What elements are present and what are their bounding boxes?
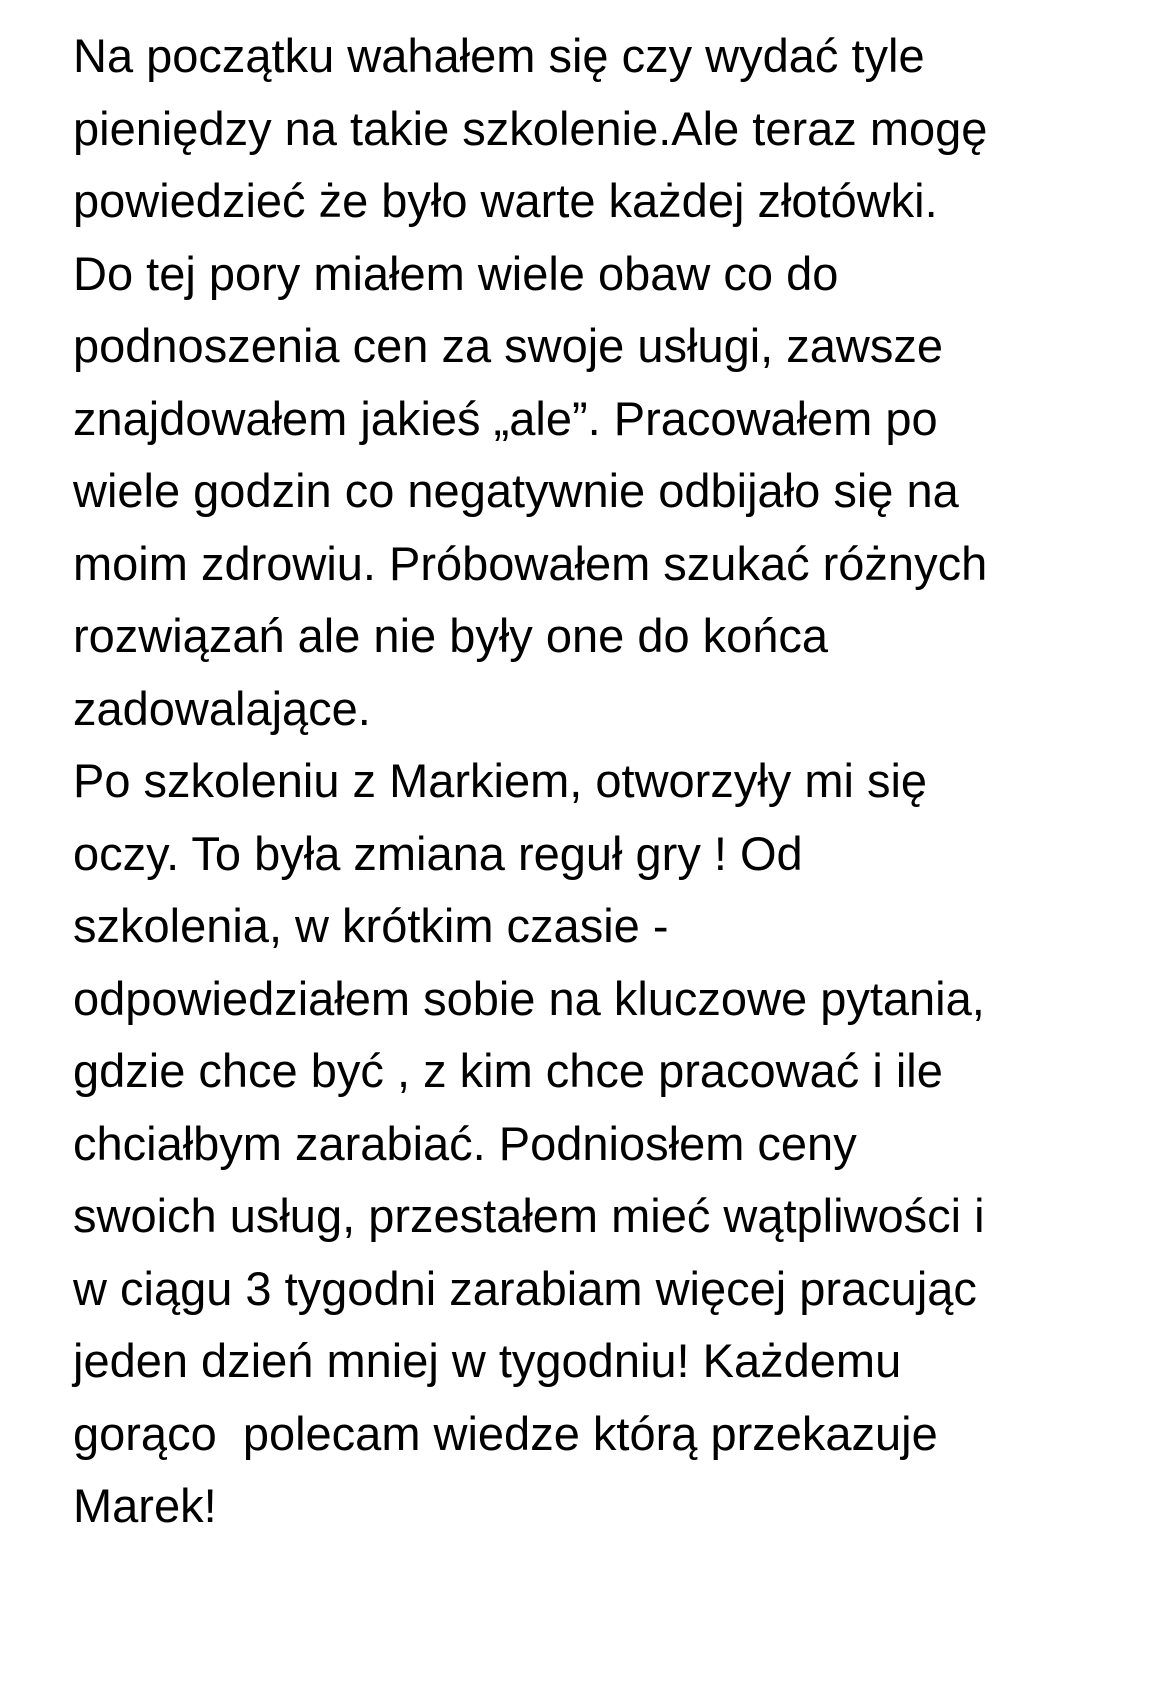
text-line: chciałbym zarabiać. Podniosłem ceny xyxy=(73,1116,857,1170)
text-line: znajdowałem jakieś „ale”. Pracowałem po xyxy=(73,391,938,445)
text-line: Do tej pory miałem wiele obaw co do xyxy=(73,246,839,300)
text-line: wiele godzin co negatywnie odbijało się na xyxy=(73,464,959,517)
text-line: oczy. To była zmiana reguł gry ! Od xyxy=(73,826,803,880)
text-line: w ciągu 3 tygodni zarabiam więcej pracując xyxy=(73,1261,977,1315)
text-line: rozwiązań ale nie były one do końca xyxy=(73,609,829,662)
text-line: powiedzieć że było warte każdej złotówki. xyxy=(73,174,938,227)
text-line: Po szkoleniu z Markiem, otworzyły mi się xyxy=(73,754,928,807)
text-line: Marek! xyxy=(73,1479,217,1532)
text-line: gdzie chce być , z kim chce pracować i ile xyxy=(73,1044,943,1097)
text-line: Na początku wahałem się czy wydać tyle xyxy=(73,29,925,82)
text-line: odpowiedziałem sobie na kluczowe pytania, xyxy=(73,971,985,1025)
text-line: szkolenia, w krótkim czasie - xyxy=(73,899,669,952)
text-line: swoich usług, przestałem mieć wątpliwości i xyxy=(73,1189,985,1242)
text-line: zadowalające. xyxy=(73,681,371,735)
text-line: jeden dzień mniej w tygodniu! Każdemu xyxy=(73,1334,902,1387)
text-line: gorąco polecam wiedze którą przekazuje xyxy=(73,1406,938,1460)
text-line: pieniędzy na takie szkolenie.Ale teraz mogę xyxy=(73,101,988,155)
review-text xyxy=(73,20,1153,1543)
text-line: podnoszenia cen za swoje usługi, zawsze xyxy=(73,319,944,372)
text-line: moim zdrowiu. Próbowałem szukać różnych xyxy=(73,536,988,590)
